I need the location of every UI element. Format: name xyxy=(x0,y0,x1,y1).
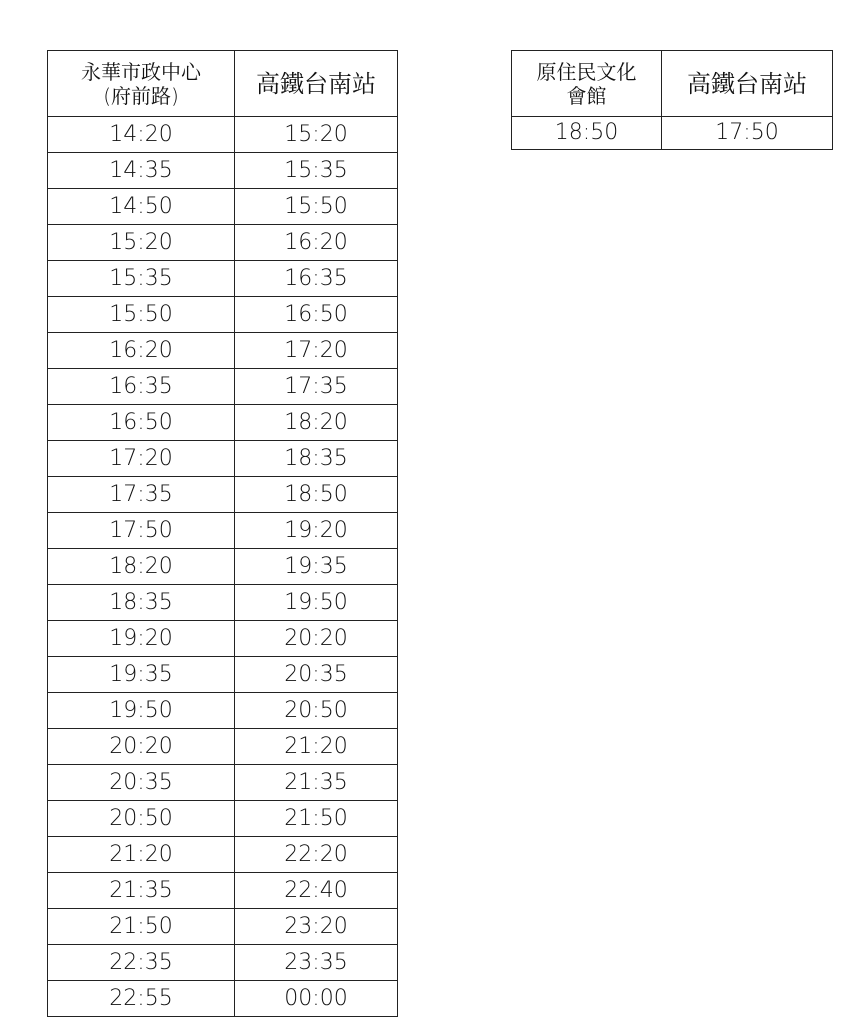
header-hsr-tainan: 高鐵台南站 xyxy=(662,51,833,117)
departure-time-cell: 16:50 xyxy=(48,405,235,441)
schedule-table-aboriginal-center xyxy=(511,50,833,150)
arrival-time-cell: 00:00 xyxy=(235,981,398,1017)
table-row xyxy=(48,549,398,585)
arrival-time-cell: 22:20 xyxy=(235,837,398,873)
table-row xyxy=(48,189,398,225)
table-row xyxy=(48,117,398,153)
arrival-time-cell: 21:20 xyxy=(235,729,398,765)
table-row xyxy=(48,297,398,333)
arrival-time-cell: 19:20 xyxy=(235,513,398,549)
departure-time-cell: 18:35 xyxy=(48,585,235,621)
departure-time-cell: 17:20 xyxy=(48,441,235,477)
table-row xyxy=(48,657,398,693)
departure-time-cell: 15:20 xyxy=(48,225,235,261)
table-row xyxy=(48,621,398,657)
arrival-time-cell: 18:35 xyxy=(235,441,398,477)
arrival-time-cell: 15:35 xyxy=(235,153,398,189)
arrival-time-cell: 21:35 xyxy=(235,765,398,801)
departure-time-cell: 16:35 xyxy=(48,369,235,405)
departure-time-cell: 22:55 xyxy=(48,981,235,1017)
table-row xyxy=(48,513,398,549)
departure-time-cell: 21:35 xyxy=(48,873,235,909)
arrival-time-cell: 19:35 xyxy=(235,549,398,585)
table-row xyxy=(48,873,398,909)
arrival-time-cell: 18:50 xyxy=(235,477,398,513)
arrival-time-cell: 20:35 xyxy=(235,657,398,693)
departure-time-cell: 17:50 xyxy=(48,513,235,549)
table-row xyxy=(48,729,398,765)
departure-time-cell: 14:20 xyxy=(48,117,235,153)
table-row xyxy=(48,981,398,1017)
header-line-2: (府前路) xyxy=(103,83,179,108)
header-line-1: 永華市政中心 xyxy=(81,59,201,84)
table-row xyxy=(48,837,398,873)
arrival-time-cell: 15:20 xyxy=(235,117,398,153)
header-yonghua-civic-center xyxy=(48,51,235,117)
arrival-time-cell: 16:50 xyxy=(235,297,398,333)
departure-time-cell: 18:50 xyxy=(512,117,662,150)
table-header-row xyxy=(512,51,833,117)
departure-time-cell: 19:35 xyxy=(48,657,235,693)
departure-time-cell: 19:20 xyxy=(48,621,235,657)
arrival-time-cell: 23:20 xyxy=(235,909,398,945)
departure-time-cell: 20:50 xyxy=(48,801,235,837)
departure-time-cell: 14:50 xyxy=(48,189,235,225)
table-header-row xyxy=(48,51,398,117)
arrival-time-cell: 17:50 xyxy=(662,117,833,150)
table-row xyxy=(48,261,398,297)
header-line-1: 原住民文化 xyxy=(536,59,637,84)
header-aboriginal-culture-hall xyxy=(512,51,662,117)
departure-time-cell: 14:35 xyxy=(48,153,235,189)
departure-time-cell: 15:50 xyxy=(48,297,235,333)
departure-time-cell: 20:20 xyxy=(48,729,235,765)
table-row xyxy=(48,801,398,837)
departure-time-cell: 15:35 xyxy=(48,261,235,297)
schedule-table-yonghua xyxy=(47,50,398,1017)
table-row xyxy=(48,909,398,945)
table-row xyxy=(48,441,398,477)
departure-time-cell: 17:35 xyxy=(48,477,235,513)
table-row xyxy=(48,477,398,513)
arrival-time-cell: 19:50 xyxy=(235,585,398,621)
arrival-time-cell: 17:35 xyxy=(235,369,398,405)
departure-time-cell: 21:20 xyxy=(48,837,235,873)
departure-time-cell: 21:50 xyxy=(48,909,235,945)
departure-time-cell: 19:50 xyxy=(48,693,235,729)
arrival-time-cell: 20:20 xyxy=(235,621,398,657)
arrival-time-cell: 18:20 xyxy=(235,405,398,441)
arrival-time-cell: 16:35 xyxy=(235,261,398,297)
header-hsr-tainan: 高鐵台南站 xyxy=(235,51,398,117)
table-row xyxy=(48,333,398,369)
arrival-time-cell: 20:50 xyxy=(235,693,398,729)
table-row xyxy=(48,585,398,621)
table-row xyxy=(48,153,398,189)
arrival-time-cell: 23:35 xyxy=(235,945,398,981)
table-row xyxy=(48,765,398,801)
table-row xyxy=(48,945,398,981)
table-row xyxy=(48,405,398,441)
arrival-time-cell: 22:40 xyxy=(235,873,398,909)
arrival-time-cell: 16:20 xyxy=(235,225,398,261)
arrival-time-cell: 17:20 xyxy=(235,333,398,369)
departure-time-cell: 22:35 xyxy=(48,945,235,981)
arrival-time-cell: 15:50 xyxy=(235,189,398,225)
arrival-time-cell: 21:50 xyxy=(235,801,398,837)
departure-time-cell: 16:20 xyxy=(48,333,235,369)
table-row xyxy=(48,693,398,729)
table-row xyxy=(48,225,398,261)
departure-time-cell: 18:20 xyxy=(48,549,235,585)
header-line-2: 會館 xyxy=(566,83,607,108)
table-row xyxy=(48,369,398,405)
table-row xyxy=(512,117,833,150)
departure-time-cell: 20:35 xyxy=(48,765,235,801)
